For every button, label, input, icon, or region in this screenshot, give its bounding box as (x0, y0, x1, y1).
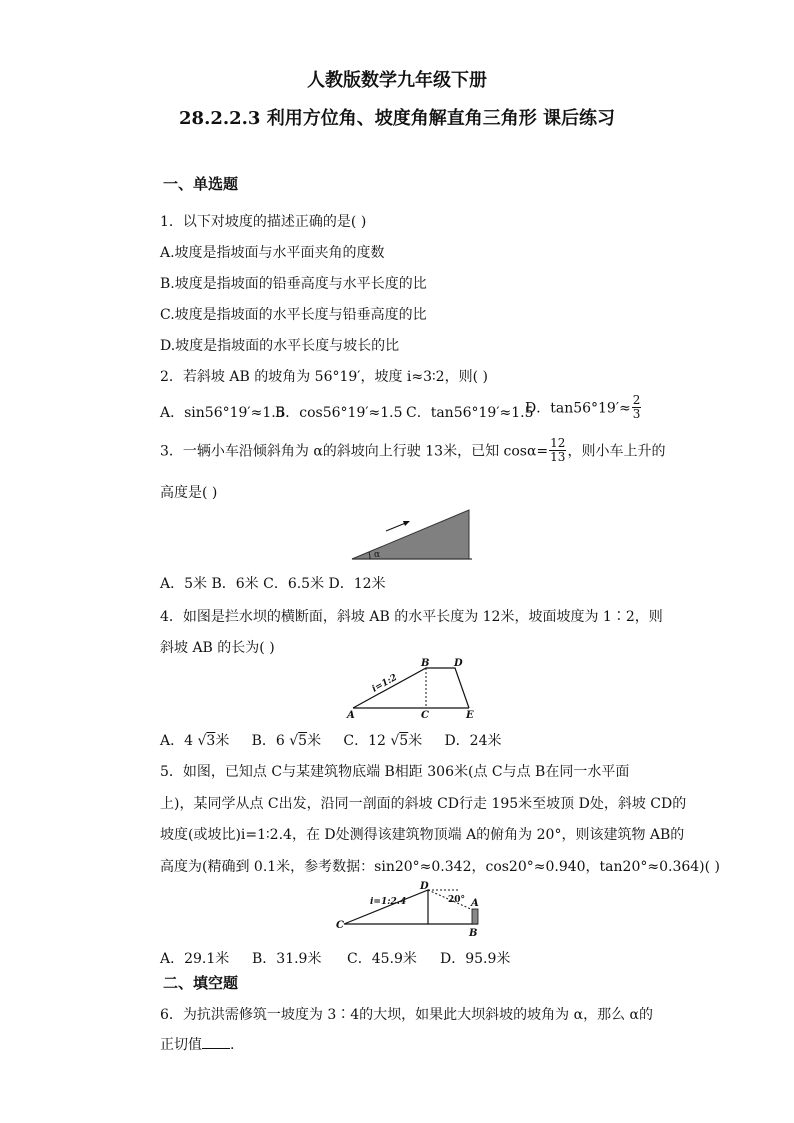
q4-dam-figure (342, 658, 482, 720)
q5-option-a: A．29.1米 (160, 951, 230, 967)
q5-label-b: B (469, 928, 478, 938)
q4-option-b-radicand: 5 (298, 733, 308, 749)
q5-angle-label: 20° (448, 895, 466, 905)
q4-stem-line1: 4．如图是拦水坝的横断面，斜坡 AB 的水平长度为 12米，坡面坡度为 1∶2，则 (160, 609, 663, 625)
q1-option-c: C.坡度是指坡面的水平长度与铅垂高度的比 (160, 307, 427, 323)
q2-option-b: B．cos56°19′≈1.5 (275, 405, 403, 421)
q5-slope-triangle (344, 890, 428, 924)
q5-option-b: B．31.9米 (252, 951, 322, 967)
q3-stem-line1 (160, 437, 665, 464)
q5-option-c: C．45.9米 (347, 951, 417, 967)
q3-stem-line2: 高度是( ) (160, 485, 218, 501)
q4-option-c: C．12 √5米 (343, 733, 423, 749)
q4-option-c-unit: 米 (408, 733, 423, 749)
q1-option-d: D.坡度是指坡面的水平长度与坡长的比 (160, 338, 400, 354)
q2-option-c: C．tan56°19′≈1.5 (406, 405, 534, 421)
q4-option-b: B．6 √5米 (251, 733, 322, 749)
q4-slope-label: i=1:2 (370, 672, 399, 695)
q2-option-d (525, 394, 642, 421)
q3-angle-label: α (374, 550, 381, 560)
q5-option-d: D．95.9米 (440, 951, 511, 967)
q4-option-b-coef: B．6 (251, 733, 285, 749)
q1-stem: 1．以下对坡度的描述正确的是( ) (160, 214, 367, 230)
q4-option-c-radicand: 5 (399, 733, 409, 749)
q3-slope-triangle (352, 510, 469, 559)
q3-options: A．5米 B．6米 C．6.5米 D．12米 (160, 576, 386, 592)
q4-label-c: C (421, 710, 429, 720)
q2-option-d-fraction (632, 394, 642, 421)
q4-stem-line2: 斜坡 AB 的长为( ) (160, 640, 275, 656)
q4-option-b-unit: 米 (307, 733, 322, 749)
q2-fraction-denominator: 3 (632, 407, 641, 421)
q4-option-d: D．24米 (444, 733, 502, 749)
q2-option-a: A．sin56°19′≈1.5 (160, 405, 285, 421)
q5-building (472, 909, 478, 924)
q2-stem: 2．若斜坡 AB 的坡角为 56°19′，坡度 i≈3∶2，则( ) (160, 369, 488, 385)
q3-fraction-denominator: 13 (550, 450, 566, 464)
q4-option-a-coef: A．4 (160, 733, 194, 749)
q4-option-c-coef: C．12 (343, 733, 386, 749)
q5-stem-line3: 坡度(或坡比)i=1∶2.4，在 D处测得该建筑物顶端 A的俯角为 20°，则该建筑物 AB的 (160, 827, 685, 843)
q1-option-b: B.坡度是指坡面的铅垂高度与水平长度的比 (160, 276, 427, 292)
q4-options (160, 730, 502, 750)
q6-stem-prefix: 正切值 (160, 1037, 202, 1053)
q4-option-a-radicand: 3 (206, 733, 216, 749)
q3-fraction-numerator: 12 (550, 436, 566, 450)
q3-stem-suffix: ，则小车上升的 (567, 443, 666, 460)
q5-stem-line2: 上)，某同学从点 C出发，沿同一剖面的斜坡 CD行走 195米至坡顶 D处，斜坡 CD的 (160, 796, 687, 812)
q5-building-figure (336, 880, 486, 938)
q3-arrow-head (403, 521, 410, 526)
q4-label-a: A (347, 710, 355, 720)
q6-answer-blank[interactable] (202, 1034, 230, 1049)
page-subtitle: 28.2.2.3 利用方位角、坡度角解直角三角形 课后练习 (179, 108, 615, 129)
q4-option-a-unit: 米 (215, 733, 230, 749)
q6-stem-line1: 6．为抗洪需修筑一坡度为 3∶4的大坝，如果此大坝斜坡的坡角为 α，那么 α的 (160, 1007, 653, 1023)
section-title-single-choice: 一、单选题 (163, 175, 239, 193)
q2-fraction-numerator: 2 (632, 393, 641, 407)
section-title-fill-blank: 二、填空题 (163, 974, 239, 992)
q3-stem-prefix: 3．一辆小车沿倾斜角为 α的斜坡向上行驶 13米，已知 cosα= (160, 443, 549, 460)
q6-stem-line2 (160, 1034, 234, 1054)
q4-dam-outline (353, 668, 469, 708)
page-title: 人教版数学九年级下册 (307, 70, 487, 91)
q4-label-d: D (454, 658, 463, 669)
q5-slope-label: i=1:2.4 (370, 897, 407, 907)
q5-label-c: C (336, 920, 344, 931)
q5-stem-line4: 高度为(精确到 0.1米，参考数据：sin20°≈0.342，cos20°≈0.940，tan20°≈0.364)( ) (160, 859, 721, 875)
q4-label-b: B (421, 658, 430, 669)
q4-option-a: A．4 √3米 (160, 733, 230, 749)
q3-slope-figure (348, 505, 474, 563)
q5-label-a: A (471, 898, 479, 909)
q5-label-d: D (420, 881, 429, 892)
q5-stem-line1: 5．如图，已知点 C与某建筑物底端 B相距 306米(点 C与点 B在同一水平面 (160, 764, 630, 780)
q4-label-e: E (466, 710, 474, 720)
q3-cos-fraction (549, 437, 566, 464)
q1-option-a: A.坡度是指坡面与水平面夹角的度数 (160, 245, 385, 261)
q2-option-d-text: D．tan56°19′≈ (525, 400, 631, 417)
q6-stem-suffix: . (230, 1037, 235, 1053)
